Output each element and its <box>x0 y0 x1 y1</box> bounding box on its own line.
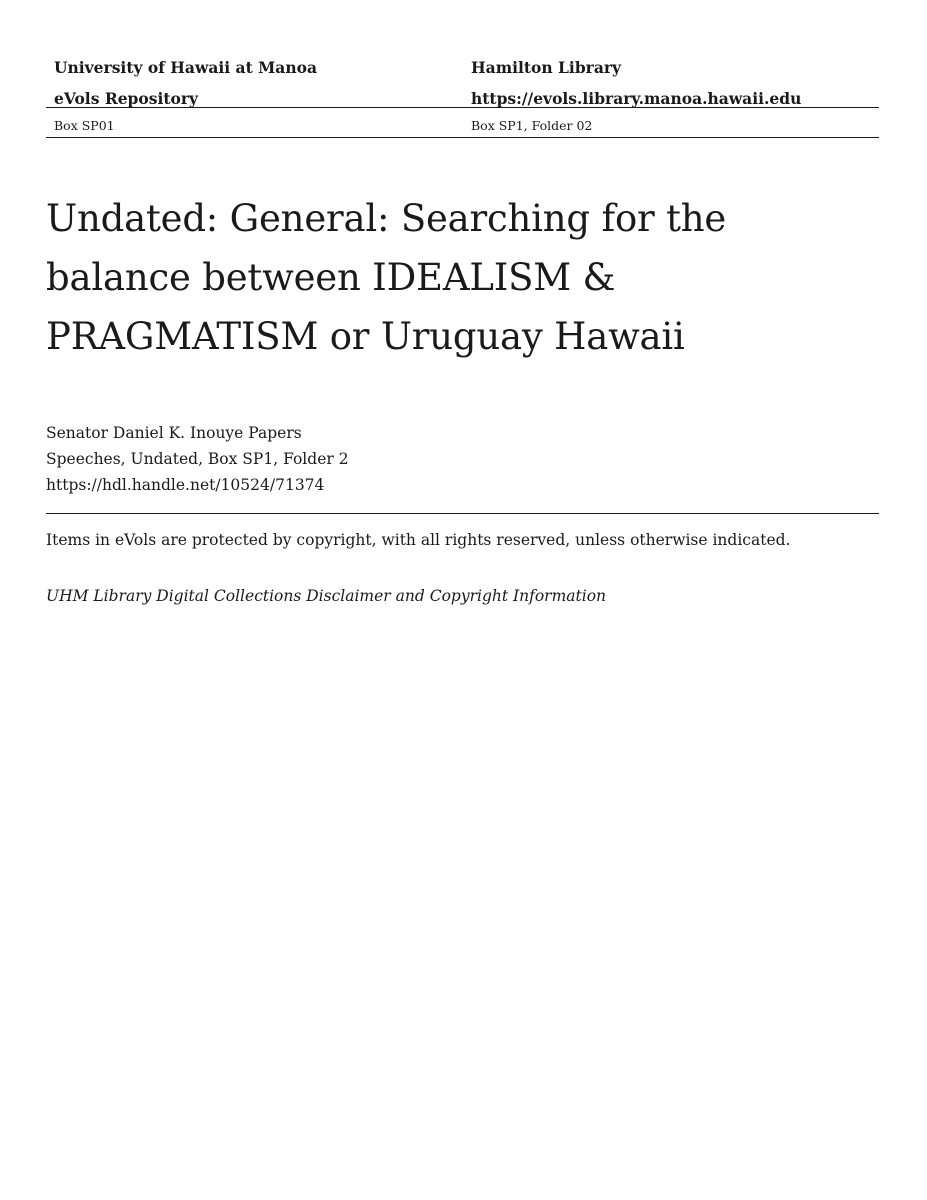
repository-name: eVols Repository <box>54 89 199 108</box>
box-folder-label: Box SP1, Folder 02 <box>471 118 593 133</box>
collection-name: Senator Daniel K. Inouye Papers <box>46 424 302 442</box>
footer-divider <box>46 513 879 514</box>
handle-link[interactable]: https://hdl.handle.net/10524/71374 <box>46 476 325 494</box>
header-divider <box>46 107 879 108</box>
title-line: balance between IDEALISM & <box>46 256 616 299</box>
disclaimer-link[interactable]: UHM Library Digital Collections Disclaimer and Copyright Information <box>46 587 607 605</box>
document-title <box>46 189 879 366</box>
document-metadata <box>46 420 349 498</box>
title-line: PRAGMATISM or Uruguay Hawaii <box>46 315 685 358</box>
series-info: Speeches, Undated, Box SP1, Folder 2 <box>46 450 349 468</box>
subheader-divider <box>46 137 879 138</box>
repository-url[interactable]: https://evols.library.manoa.hawaii.edu <box>471 89 802 108</box>
box-label: Box SP01 <box>54 118 115 133</box>
header-right <box>471 52 801 114</box>
title-line: Undated: General: Searching for the <box>46 197 727 240</box>
institution-name: University of Hawaii at Manoa <box>54 58 317 77</box>
library-name: Hamilton Library <box>471 58 622 77</box>
header-left <box>54 52 317 114</box>
rights-statement: Items in eVols are protected by copyright, with all rights reserved, unless otherwise indicated. <box>46 531 791 549</box>
